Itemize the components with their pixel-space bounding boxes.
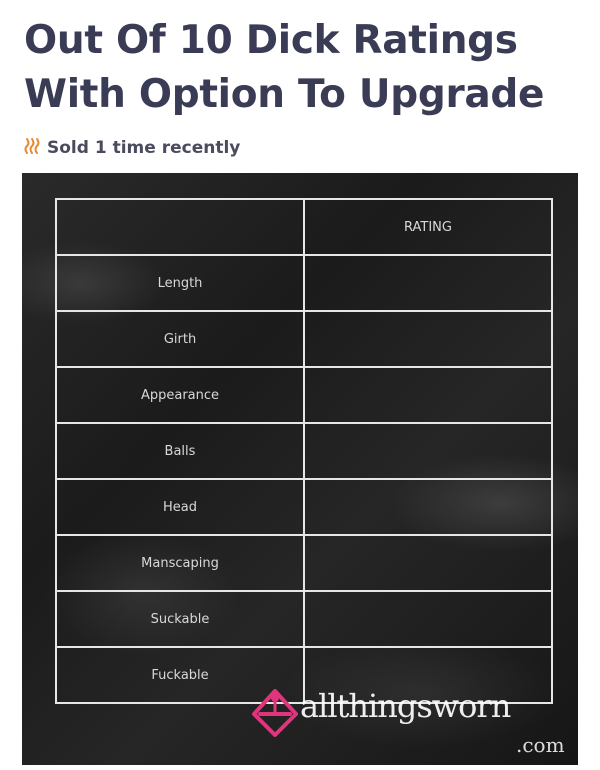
- sold-count-text: Sold 1 time recently: [47, 138, 241, 158]
- product-image[interactable]: [22, 173, 578, 765]
- rating-value-cell: [304, 311, 552, 367]
- heat-icon: [24, 137, 42, 159]
- rating-category-label: Balls: [56, 423, 304, 479]
- rating-category-label: Appearance: [56, 367, 304, 423]
- table-row: [56, 255, 552, 311]
- watermark-text: allthingsworn: [300, 687, 511, 725]
- table-header-row: [56, 199, 552, 255]
- table-row: [56, 423, 552, 479]
- rating-value-cell: [304, 255, 552, 311]
- rating-value-cell: [304, 423, 552, 479]
- rating-category-label: Suckable: [56, 591, 304, 647]
- table-row: [56, 311, 552, 367]
- watermark: [248, 683, 578, 763]
- rating-value-cell: [304, 479, 552, 535]
- product-title: Out Of 10 Dick Ratings With Option To Upgrade: [24, 18, 545, 117]
- rating-value-cell: [304, 367, 552, 423]
- sold-indicator: [24, 136, 240, 160]
- table-row: [56, 535, 552, 591]
- hanger-logo-icon: [250, 687, 300, 743]
- table-header-cell: [56, 199, 304, 255]
- table-row: [56, 591, 552, 647]
- rating-category-label: Length: [56, 255, 304, 311]
- table-header-cell: RATING: [304, 199, 552, 255]
- rating-category-label: Head: [56, 479, 304, 535]
- table-row: [56, 479, 552, 535]
- rating-category-label: Fuckable: [56, 647, 304, 703]
- rating-value-cell: [304, 591, 552, 647]
- watermark-domain: .com: [516, 733, 565, 757]
- table-row: [56, 367, 552, 423]
- rating-value-cell: [304, 535, 552, 591]
- rating-category-label: Girth: [56, 311, 304, 367]
- rating-table: [55, 198, 553, 704]
- rating-category-label: Manscaping: [56, 535, 304, 591]
